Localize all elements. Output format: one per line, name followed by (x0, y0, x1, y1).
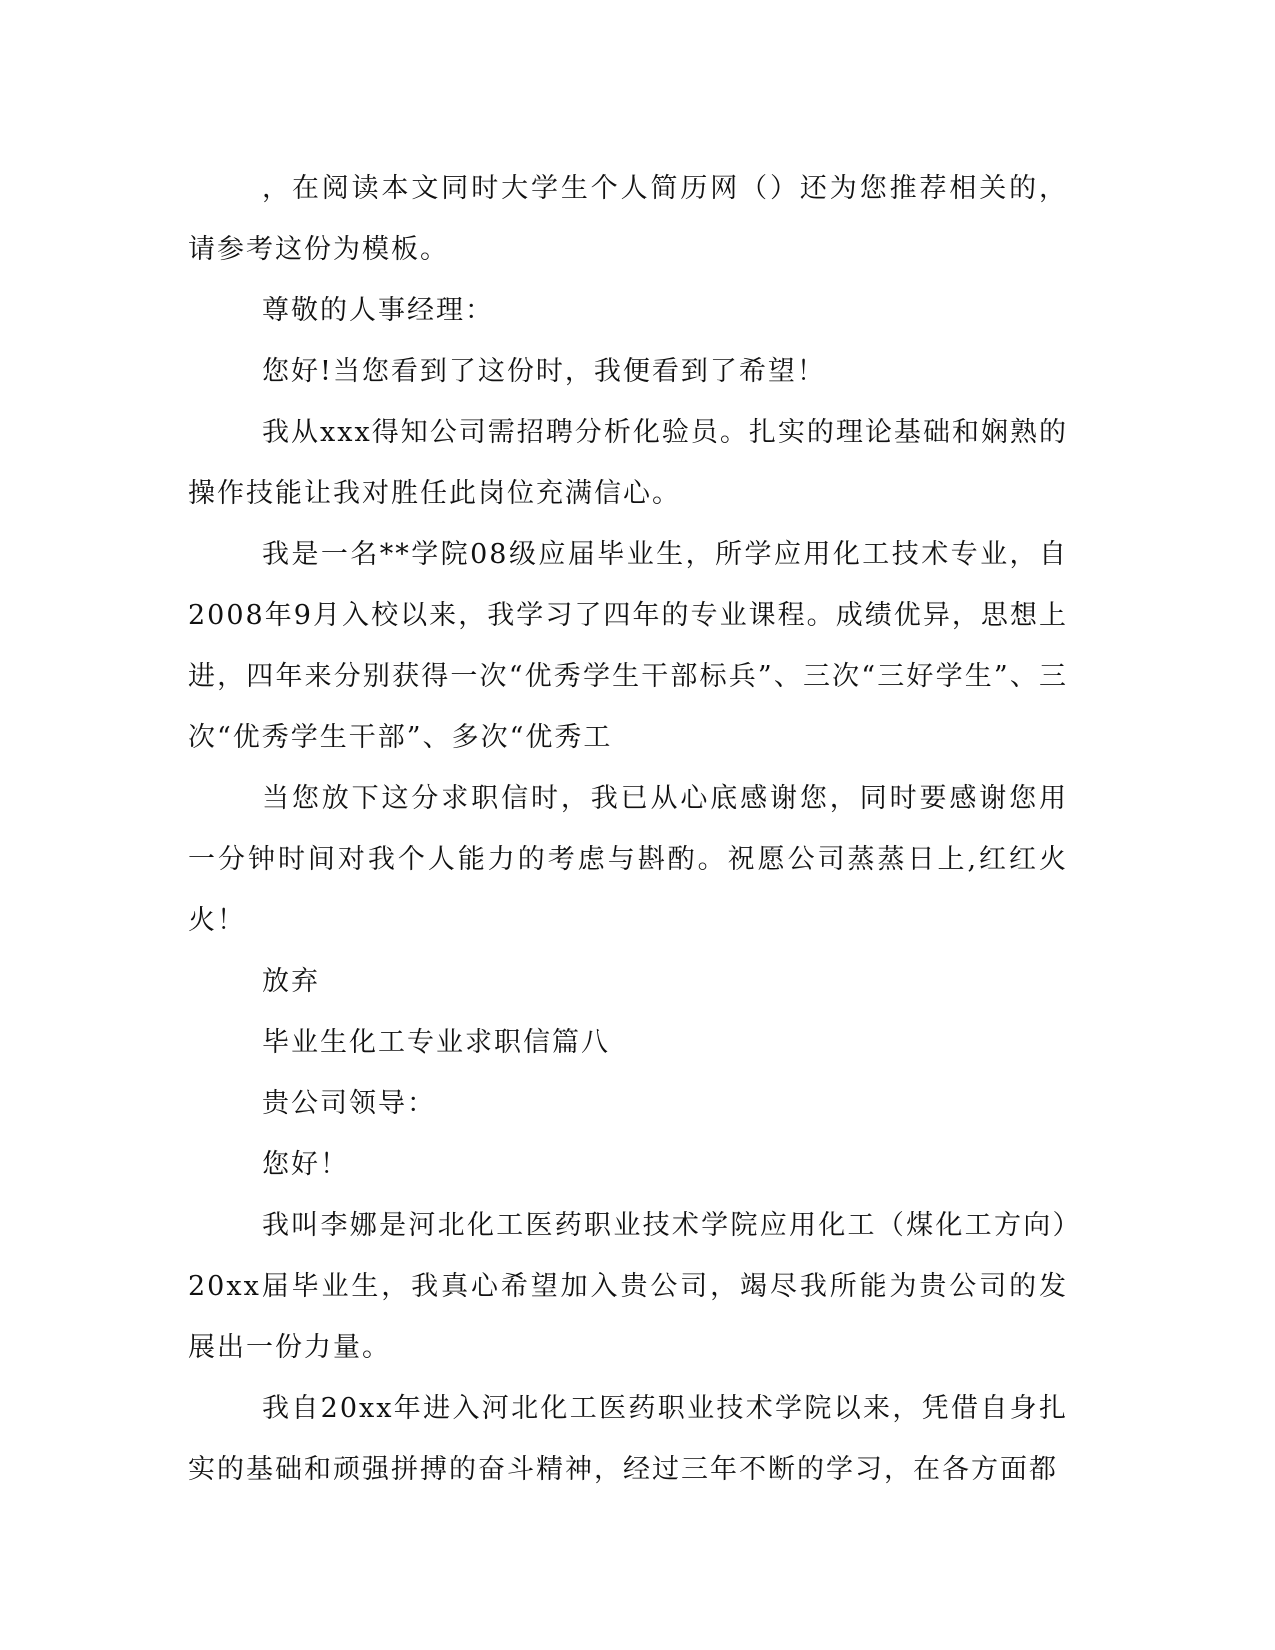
closing-paragraph: 当您放下这分求职信时，我已从心底感谢您，同时要感谢您用一分钟时间对我个人能力的考虑与斟酌。祝愿公司蒸蒸日上,红红火火！ (188, 783, 1068, 936)
body-paragraph: 我叫李娜是河北化工医药职业技术学院应用化工（煤化工方向）20xx届毕业生，我真心希望加入贵公司，竭尽我所能为贵公司的发展出一份力量。 (188, 1210, 1068, 1363)
greeting: 您好!当您看到了这份时，我便看到了希望！ (262, 356, 826, 387)
section-title: 毕业生化工专业求职信篇八 (262, 1027, 610, 1058)
salutation: 尊敬的人事经理： (262, 295, 494, 326)
intro-paragraph: ，在阅读本文同时大学生个人简历网（）还为您推荐相关的，请参考这份为模板。 (188, 173, 1068, 265)
salutation: 贵公司领导： (262, 1088, 436, 1119)
body-paragraph: 我从xxx得知公司需招聘分析化验员。扎实的理论基础和娴熟的操作技能让我对胜任此岗位充满信心。 (188, 417, 1068, 509)
document-body (188, 158, 1068, 1500)
short-line: 放弃 (262, 966, 320, 997)
body-paragraph: 我自20xx年进入河北化工医药职业技术学院以来，凭借自身扎实的基础和顽强拼搏的奋斗精神，经过三年不断的学习，在各方面都 (188, 1393, 1068, 1485)
greeting: 您好！ (262, 1149, 349, 1180)
body-paragraph: 我是一名**学院08级应届毕业生，所学应用化工技术专业，自2008年9月入校以来，我学习了四年的专业课程。成绩优异，思想上进，四年来分别获得一次“优秀学生干部标兵”、三次“三好学生”、三次“优秀学生干部”、多次“优秀工 (188, 539, 1068, 753)
